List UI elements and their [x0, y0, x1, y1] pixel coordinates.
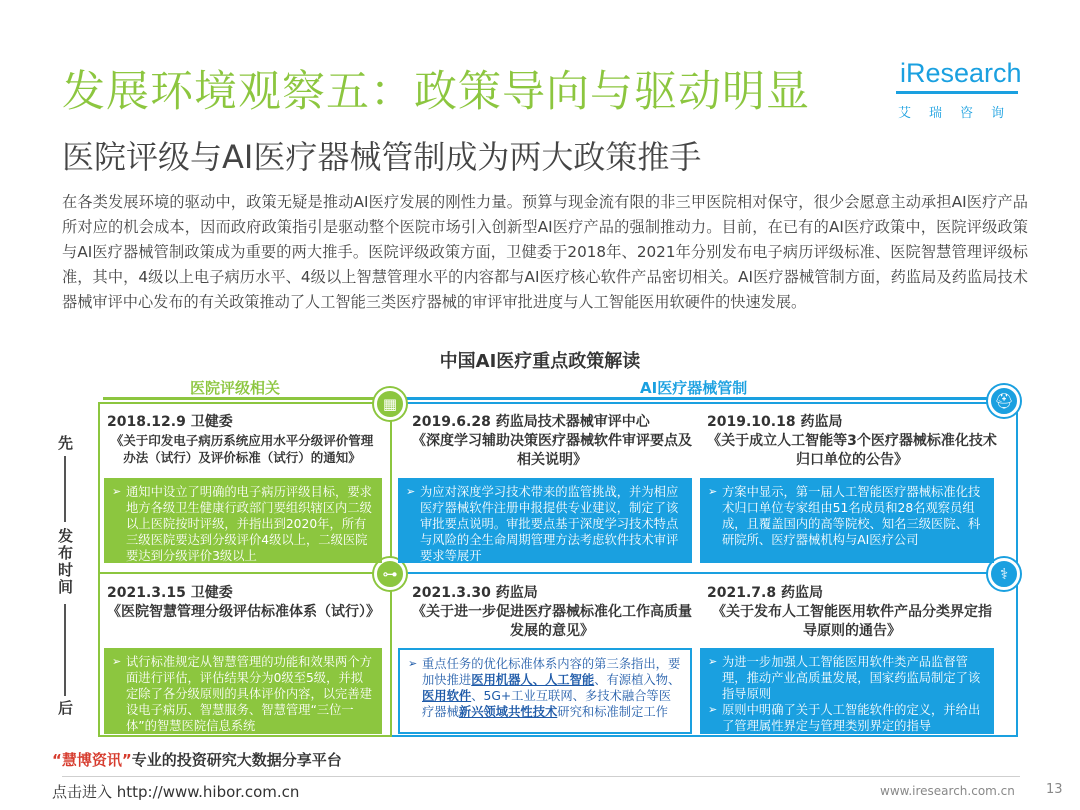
stethoscope-icon: ⚕ — [988, 558, 1020, 590]
logo-subtitle: 艾瑞咨询 — [898, 106, 1023, 121]
iresearch-logo — [896, 58, 1023, 124]
axis-label-release-time: 发 布 时 间 — [58, 527, 74, 596]
footer-brand: “慧博资讯”专业的投资研究大数据分享平台 — [52, 751, 342, 769]
card-head-2021-07: 2021.7.8 药监局 《关于发布人工智能医用软件产品分类界定指导原则的通告》 — [707, 585, 992, 639]
axis-line-top — [64, 456, 66, 522]
footer-site: www.iresearch.com.cn — [880, 784, 1015, 798]
share-icon: ⊶ — [374, 558, 406, 590]
card-body-2021-07: ➢ 为进一步加强人工智能医用软件类产品监督管理，推动产业高质量发展，国家药监局制定了该指导原则 ➢ 原则中明确了关于人工智能软件的定义，并给出了管理属性界定与管理类别界定的指导 — [700, 648, 994, 734]
footer-link[interactable]: 点击进入 http://www.hibor.com.cn — [52, 783, 300, 801]
category-line-green — [103, 397, 380, 400]
footer-divider — [62, 776, 1020, 777]
card-head-2021-03-15: 2021.3.15 卫健委 《医院智慧管理分级评估标准体系（试行）》 — [107, 585, 380, 620]
card-body-2019-06: ➢ 为应对深度学习技术带来的监管挑战，并为相应医疗器械软件注册申报提供专业建议，制定了该审批要点说明。审批要点基于深度学习技术特点与风险的全生命周期管理方法考虑软件技术审评要求等展开 — [398, 478, 692, 563]
card-head-2021-03-30: 2021.3.30 药监局 《关于进一步促进医疗器械标准化工作高质量发展的意见》 — [412, 585, 692, 639]
card-head-2018: 2018.12.9 卫健委 《关于印发电子病历系统应用水平分级评价管理办法（试行）及评价标准（试行）的通知》 — [107, 414, 374, 465]
page-subtitle: 医院评级与AI医疗器械管制成为两大政策推手 — [62, 138, 702, 176]
card-head-2019-10: 2019.10.18 药监局 《关于成立人工智能等3个医疗器械标准化技术归口单位的公告》 — [707, 414, 997, 468]
axis-label-last: 后 — [58, 699, 74, 717]
page-title: 发展环境观察五：政策导向与驱动明显 — [62, 67, 810, 117]
category-line-blue — [402, 397, 992, 400]
card-head-2019-06: 2019.6.28 药监局技术器械审评中心 《深度学习辅助决策医疗器械软件审评要点及相关说明》 — [412, 414, 692, 468]
category-ai-device-regulation: AI医疗器械管制 — [640, 379, 748, 397]
page-number: 13 — [1046, 782, 1063, 797]
monitor-icon: ⛑ — [988, 385, 1020, 417]
card-body-2019-10: ➢ 方案中显示，第一届人工智能医疗器械标准化技术归口单位专家组由51名成员和28名观察员组成，且覆盖国内的高等院校、知名三级医院、科研院所、医疗器械机构与AI医疗公司 — [700, 478, 994, 563]
chart-title: 中国AI医疗重点政策解读 — [439, 351, 641, 372]
category-hospital-rating: 医院评级相关 — [190, 379, 281, 397]
grid-icon: ▦ — [374, 388, 406, 420]
card-body-2021-03-30: ➢ 重点任务的优化标准体系内容的第三条指出，要加快推进医用机器人、人工智能、有源植入物、医用软件、5G+工业互联网、多技术融合等医疗器械新兴领域共性技术研究和标准制定工作 — [398, 648, 692, 734]
axis-line-bottom — [64, 604, 66, 696]
intro-paragraph: 在各类发展环境的驱动中，政策无疑是推动AI医疗发展的刚性力量。预算与现金流有限的非三甲医院相对保守，很少会愿意主动承担AI医疗产品所对应的机会成本，因而政府政策指引是驱动整个医院市场引入创新型AI医疗产品的强制推动力。目前，在已有的AI医疗政策中，医院评级政策与AI医疗器械管制政策成为重要的两大推手。医院评级政策方面，卫健委于2018年、2021年分别发布电子病历评级标准、医院智慧管理评级标准，其中，4级以上电子病历水平、4级以上智慧管理水平的内容都与AI医疗核心软件产品密切相关。AI医疗器械管制方面，药监局及药监局技术器械审评中心发布的有关政策推动了人工智能三类医疗器械的审评审批进度与人工智能医用软硬件的快速发展。 — [62, 193, 1028, 311]
card-body-2018: ➢ 通知中设立了明确的电子病历评级目标，要求地方各级卫生健康行政部门要组织辖区内二级以上医院按时评级，并指出到2020年，所有三级医院要达到分级评价4级以上，二级医院要达到分级评价3级以上 — [104, 478, 382, 563]
card-body-2021-03-15: ➢ 试行标准规定从智慧管理的功能和效果两个方面进行评估，评估结果分为0级至5级，并拟定除了各分级原则的具体评价内容，以完善建设电子病历、智慧服务、智慧管理“三位一体”的智慧医院信息系统 — [104, 648, 382, 734]
axis-label-first: 先 — [58, 434, 74, 452]
row-divider-blue — [392, 572, 1018, 574]
logo-wordmark: iResearch — [896, 58, 1018, 94]
